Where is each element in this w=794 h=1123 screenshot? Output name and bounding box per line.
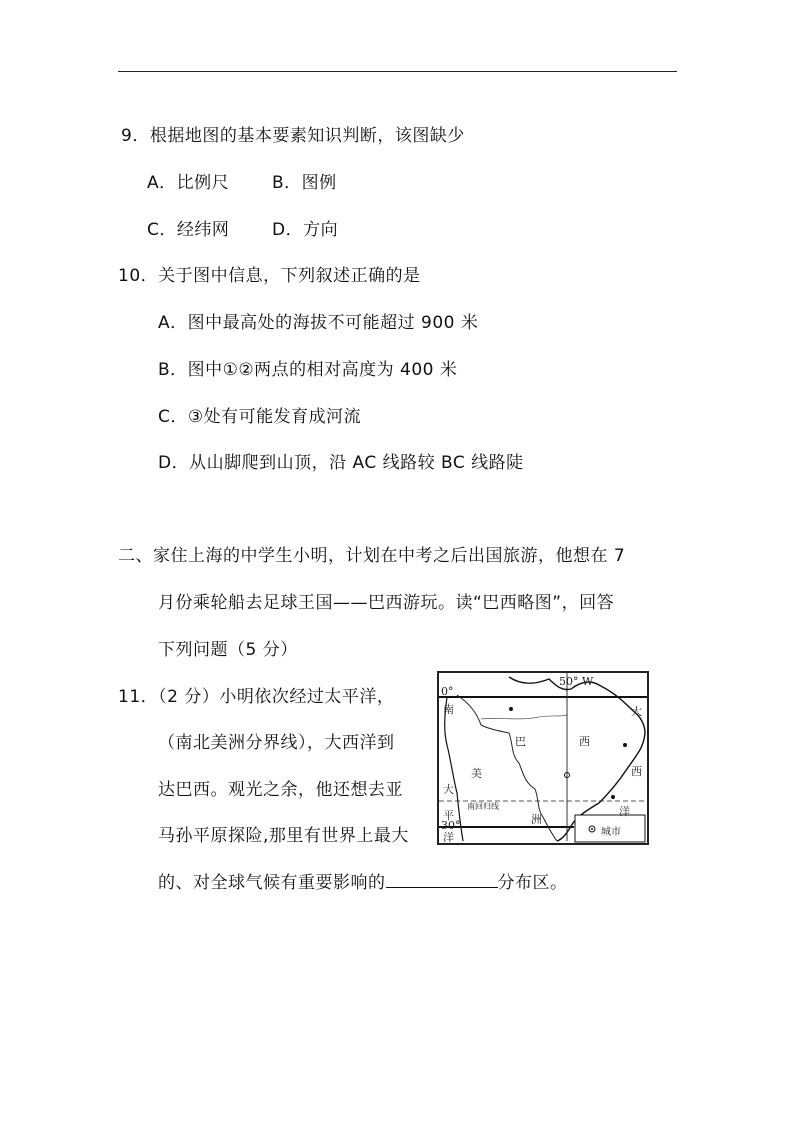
header-rule xyxy=(118,71,677,72)
map-label-ping: 平 xyxy=(443,809,454,822)
longitude-label: 50° W xyxy=(559,675,594,688)
section2-line-2: 月份乘轮船去足球王国——巴西游玩。读“巴西略图”，回答 xyxy=(158,593,615,613)
map-label-da-left: 大 xyxy=(443,783,454,796)
river xyxy=(481,715,567,719)
q11-line-1: 11．（2 分）小明依次经过太平洋， xyxy=(118,687,395,707)
q11-line-3: 达巴西。观光之余，他还想去亚 xyxy=(158,780,403,800)
q9-option-a: A．比例尺 xyxy=(147,173,230,193)
map-label-yang-right: 洋 xyxy=(619,805,630,818)
q9-option-c: C．经纬网 xyxy=(147,220,230,240)
q10-option-b: B．图中①②两点的相对高度为 400 米 xyxy=(158,360,458,380)
map-label-ba: 巴 xyxy=(515,735,526,748)
brazil-sketch-map xyxy=(437,671,649,845)
q10-option-d: D．从山脚爬到山顶，沿 AC 线路较 BC 线路陡 xyxy=(158,453,524,473)
map-label-nan: 南 xyxy=(443,703,454,716)
q10-stem: 10．关于图中信息，下列叙述正确的是 xyxy=(118,266,421,286)
city-marker xyxy=(623,743,627,747)
city-marker xyxy=(509,707,513,711)
map-label-xi-right: 西 xyxy=(631,765,642,778)
q9-option-b: B．图例 xyxy=(272,173,337,193)
section2-line-1: 二、家住上海的中学生小明，计划在中考之后出国旅游，他想在 7 xyxy=(118,546,626,566)
legend-city-label: 城市 xyxy=(601,827,621,838)
q9-option-d: D．方向 xyxy=(272,220,339,240)
lat-30-label: 30° xyxy=(441,819,461,832)
q11-line-5-text: 的、对全球气候有重要影响的 xyxy=(158,873,386,893)
lat-0-label: 0° xyxy=(441,685,454,698)
q11-line-5-suffix: 分布区。 xyxy=(497,873,568,893)
q11-line-2: （南北美洲分界线），大西洋到 xyxy=(158,733,395,753)
answer-blank[interactable] xyxy=(386,873,498,888)
map-label-mei: 美 xyxy=(471,767,482,780)
map-drawing xyxy=(439,673,647,843)
map-label-zhou: 洲 xyxy=(531,813,542,826)
tropic-label: 南回归线 xyxy=(467,802,499,811)
q9-stem: 9．根据地图的基本要素知识判断，该图缺少 xyxy=(121,126,465,146)
map-label-yang-left: 洋 xyxy=(443,831,454,844)
city-marker xyxy=(611,795,615,799)
section2-line-3: 下列问题（5 分） xyxy=(158,640,298,660)
q11-line-5 xyxy=(158,868,568,893)
q10-option-a: A．图中最高处的海拔不可能超过 900 米 xyxy=(158,313,479,333)
q10-option-c: C．③处有可能发育成河流 xyxy=(158,407,362,427)
map-label-xi: 西 xyxy=(579,735,590,748)
q11-line-4: 马孙平原探险,那里有世界上最大 xyxy=(158,826,409,846)
map-label-da-right: 大 xyxy=(631,705,642,718)
